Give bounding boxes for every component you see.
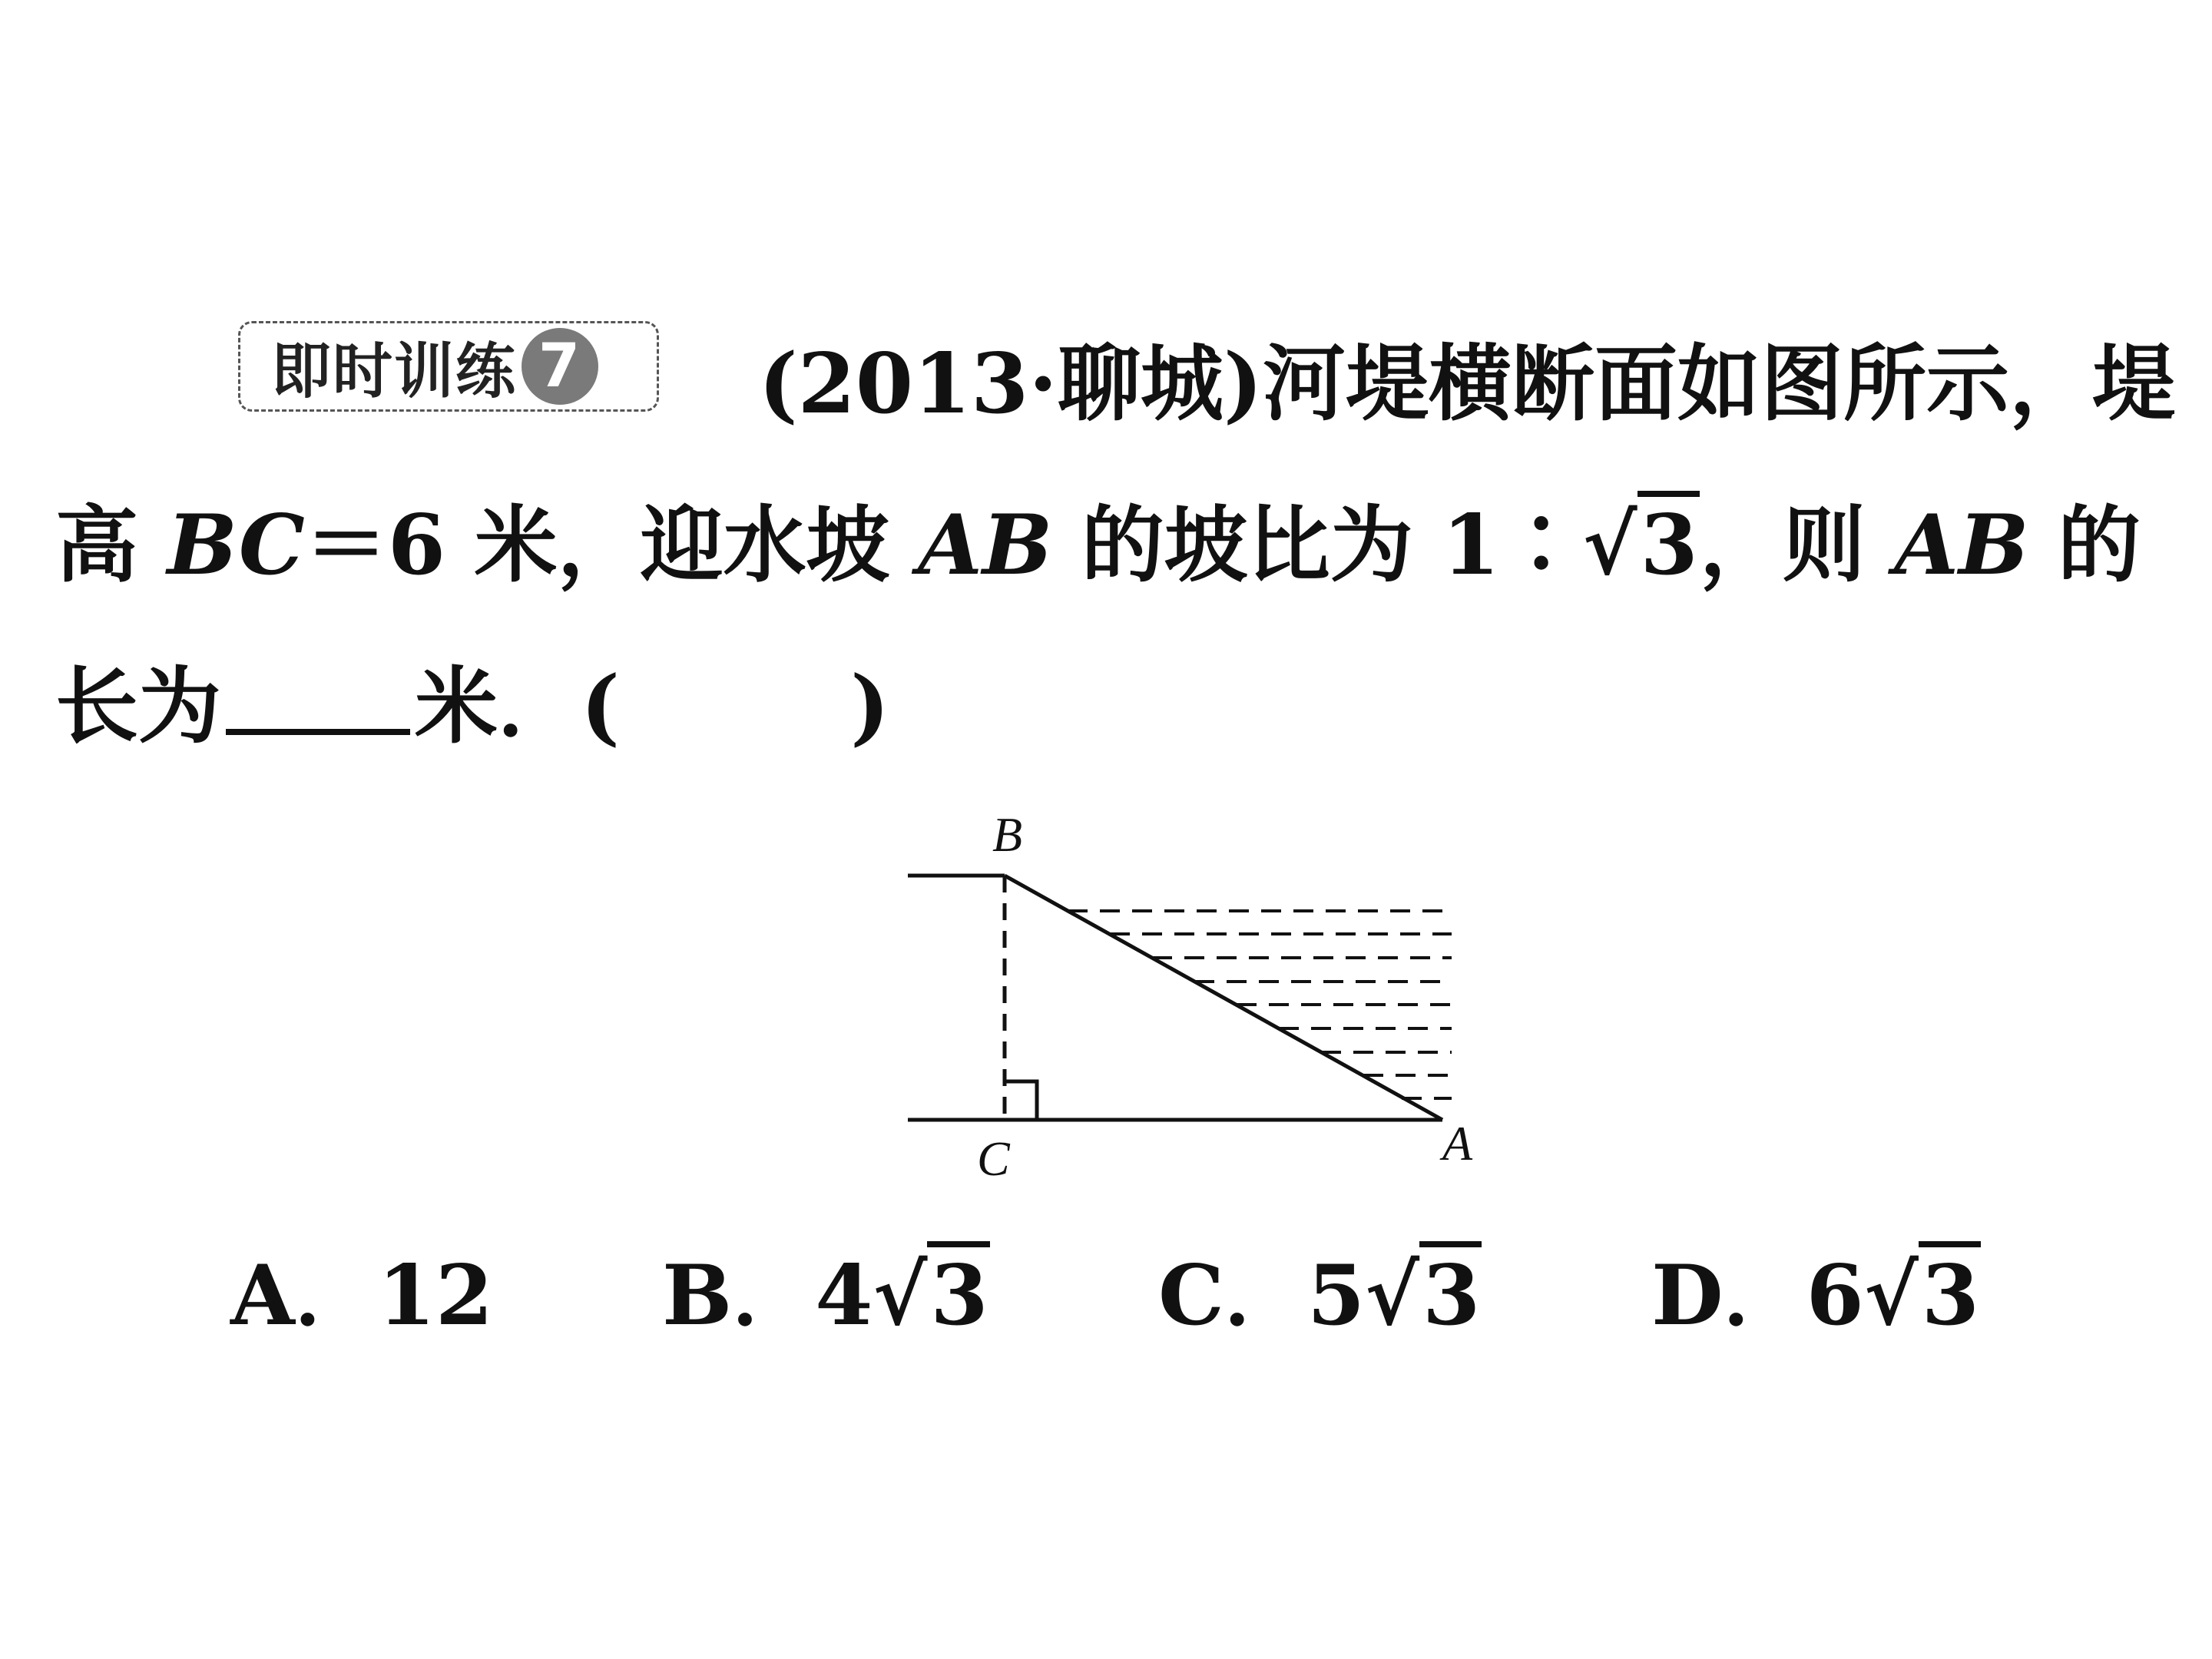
option-value: 12 (377, 1247, 494, 1344)
question-line-3 (55, 653, 2175, 760)
option-a[interactable] (230, 1229, 493, 1348)
option-letter: A． (230, 1247, 378, 1344)
option-coef: 5 (1306, 1247, 1366, 1344)
segment-ab-label-2: AB (1894, 497, 2029, 594)
water-lines (1068, 911, 1452, 1098)
sqrt-radicand: 3 (927, 1241, 989, 1344)
option-c[interactable] (1158, 1229, 1482, 1348)
answer-blank[interactable] (226, 655, 410, 735)
sqrt-radicand: 3 (1919, 1241, 1981, 1344)
question-line-2 (55, 492, 2175, 599)
right-angle-mark (1005, 1081, 1037, 1120)
exercise-number-badge: 7 (522, 328, 598, 405)
question-source: (2013·聊城) (758, 336, 1263, 432)
question-text: 米．( (415, 658, 621, 755)
point-a-label: A (1442, 1116, 1473, 1171)
option-letter: C． (1158, 1247, 1307, 1344)
question-text: 的 (2028, 497, 2141, 594)
point-c-label: C (977, 1131, 1010, 1186)
embankment-figure (883, 799, 1513, 1198)
sqrt-radicand: 3 (1637, 491, 1700, 594)
question-line-1-text: 河堤横断面如图所示，堤 (1262, 336, 2175, 432)
option-letter: B． (662, 1247, 816, 1344)
question-text: 的坡比为 1∶ (1052, 497, 1583, 594)
exercise-tag-label: 即时训练 (271, 337, 518, 406)
sqrt-expression: √3 (1365, 1247, 1482, 1344)
question-text: ) (850, 658, 890, 755)
sqrt-expression: √3 (873, 1247, 989, 1344)
question-text: 高 (55, 497, 167, 594)
option-coef: 6 (1806, 1247, 1864, 1344)
option-b[interactable] (662, 1229, 990, 1348)
segment-bc-label: BC (167, 497, 305, 594)
option-letter: D． (1651, 1247, 1806, 1344)
option-d[interactable] (1651, 1229, 1981, 1348)
question-text: 长为 (55, 658, 222, 755)
sqrt-expression: √3 (1864, 1247, 1981, 1344)
segment-ab-label: AB (918, 497, 1053, 594)
sqrt-radicand: 3 (1419, 1241, 1482, 1344)
question-text: ＝6 米，迎水坡 (304, 497, 919, 594)
question-line-1 (55, 330, 2175, 438)
question-text: ，则 (1699, 497, 1895, 594)
option-coef: 4 (815, 1247, 873, 1344)
point-b-label: B (992, 807, 1023, 862)
sqrt-expression: √3 (1583, 492, 1700, 599)
